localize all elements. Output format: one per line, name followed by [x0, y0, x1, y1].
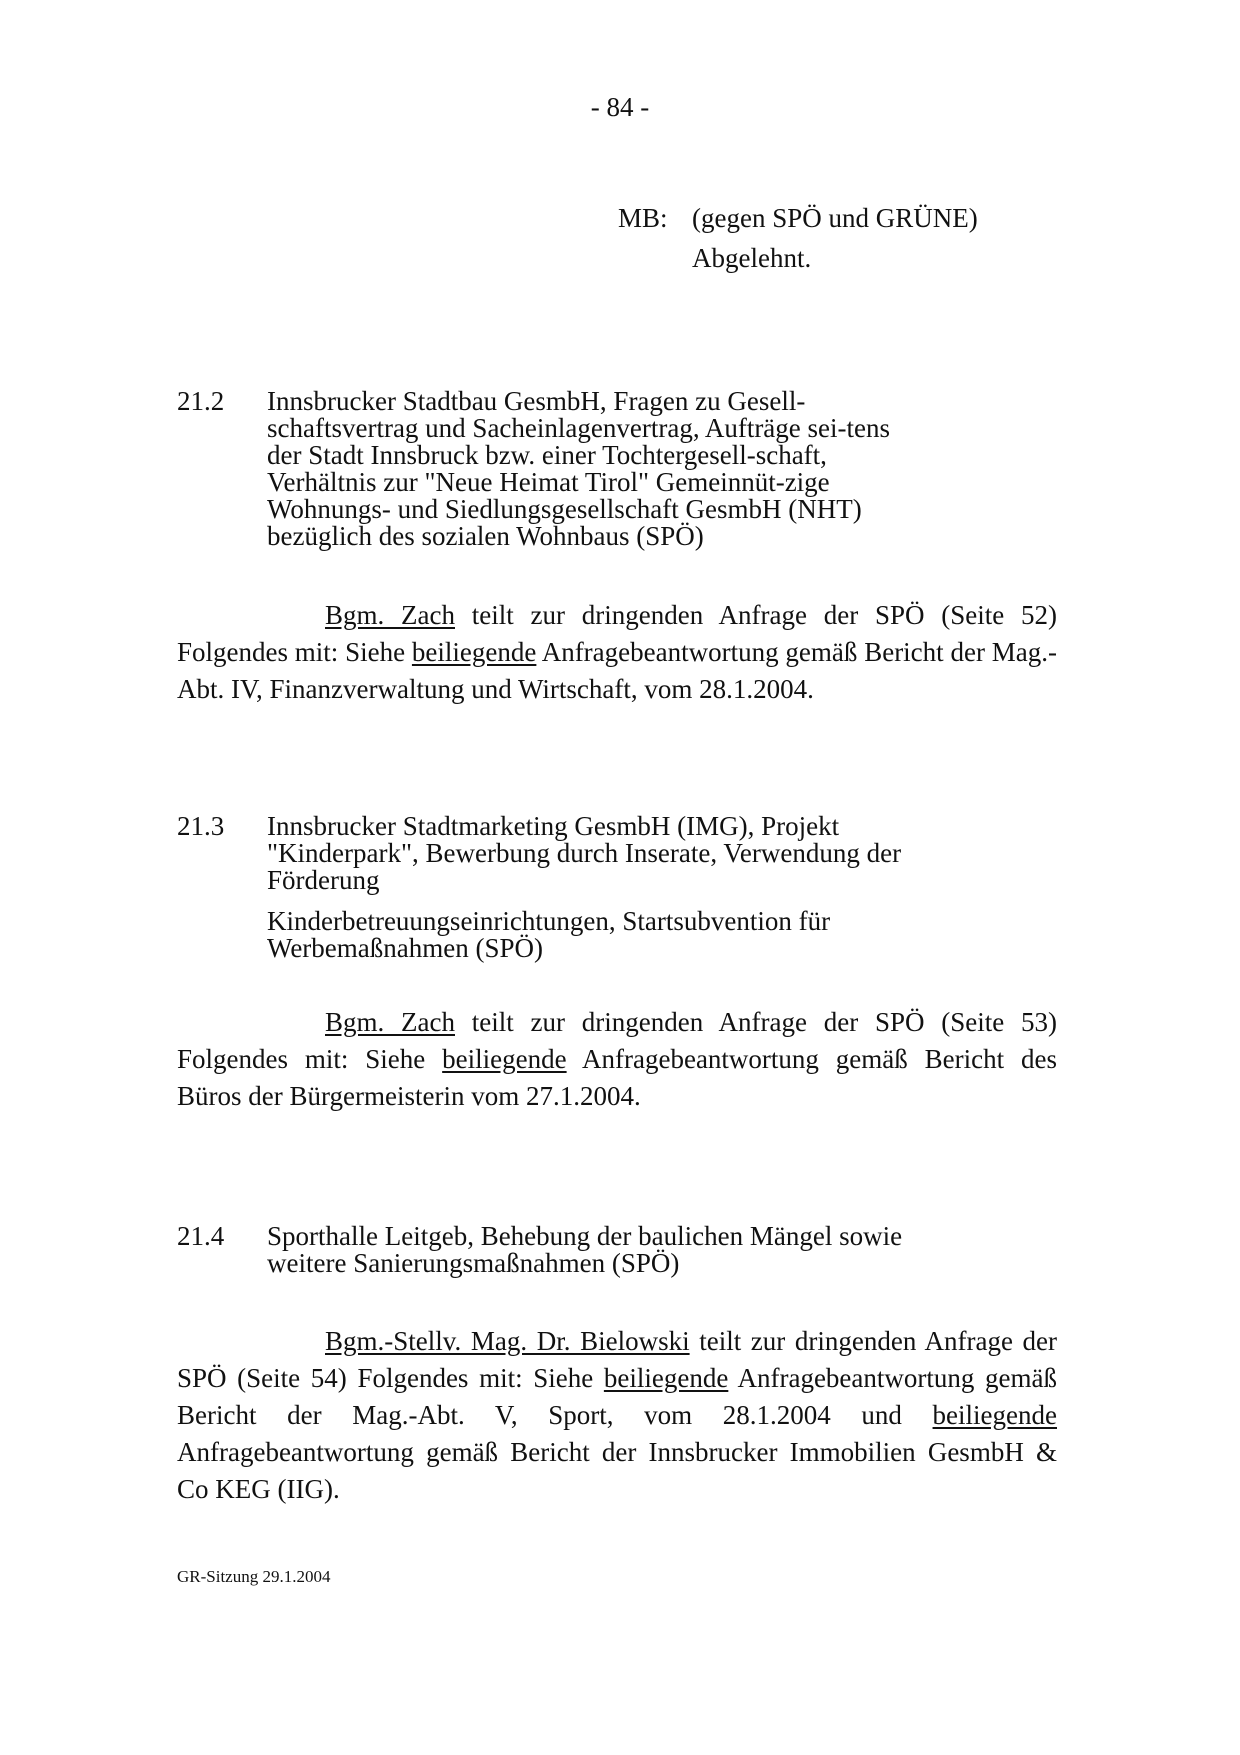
speaker-name: Bgm.-Stellv. Mag. Dr. Bielowski — [325, 1326, 690, 1356]
item-paragraph: Bgm. Zach teilt zur dringenden Anfrage der SPÖ (Seite 53) Folgendes mit: Siehe beiliegende Anfragebeantwortung gemäß Bericht des Büros der Bürgermeisterin vom 27.1.2004. — [177, 1007, 1058, 1111]
item-21-3 — [177, 813, 1057, 1115]
item-number: 21.4 — [177, 1221, 225, 1251]
mb-vote-line: (gegen SPÖ und GRÜNE) — [692, 203, 978, 233]
item-title: Sporthalle Leitgeb, Behebung der baulichen Mängel sowie weitere Sanierungsmaßnahmen (SPÖ) — [267, 1221, 903, 1278]
attachment-link: beiliegende — [603, 1363, 729, 1393]
item-21-2 — [177, 388, 1057, 708]
attachment-link: beiliegende — [442, 1044, 567, 1074]
page-number: - 84 - — [590, 92, 650, 122]
mb-label: MB: — [618, 203, 668, 233]
item-number: 21.2 — [177, 386, 225, 416]
item-title: Innsbrucker Stadtmarketing GesmbH (IMG), Projekt "Kinderpark", Bewerbung durch Inserate, Verwendung der Förderung — [267, 811, 902, 895]
mb-result: Abgelehnt. — [692, 243, 812, 273]
attachment-link: beiliegende — [411, 637, 537, 667]
attachment-link: beiliegende — [932, 1400, 1057, 1430]
footer-session-date: GR-Sitzung 29.1.2004 — [177, 1567, 331, 1586]
speaker-name: Bgm. Zach — [325, 1007, 455, 1037]
item-title: Innsbrucker Stadtbau GesmbH, Fragen zu Gesell-schaftsvertrag und Sacheinlagenvertrag, Aufträge sei-tens der Stadt Innsbruck bzw. einer Tochtergesell-schaft, Verhältnis zur "Neue Heimat Tirol" Gemeinnüt-zige Wohnungs- und Siedlungsgesellschaft GesmbH (NHT) bezüglich des sozialen Wohnbaus (SPÖ) — [267, 386, 891, 551]
mb-vote-block — [618, 198, 978, 278]
item-paragraph: Bgm. Zach teilt zur dringenden Anfrage der SPÖ (Seite 52) Folgendes mit: Siehe beiliegende Anfragebeantwortung gemäß Bericht der Mag.-Abt. IV, Finanzverwaltung und Wirtschaft, vom 28.1.2004. — [177, 600, 1057, 704]
item-title-continued: Kinderbetreuungseinrichtungen, Startsubvention für Werbemaßnahmen (SPÖ) — [267, 906, 831, 963]
item-number: 21.3 — [177, 811, 225, 841]
item-paragraph: Bgm.-Stellv. Mag. Dr. Bielowski teilt zur dringenden Anfrage der SPÖ (Seite 54) Folgendes mit: Siehe beiliegende Anfragebeantwortung gemäß Bericht der Mag.-Abt. V, Sport, vom 28.1.2004 und beiliegende Anfragebeantwortung gemäß Bericht der Innsbrucker Immobilien GesmbH & Co KEG (IIG). — [177, 1326, 1058, 1504]
item-21-4 — [177, 1223, 1057, 1508]
speaker-name: Bgm. Zach — [325, 600, 455, 630]
